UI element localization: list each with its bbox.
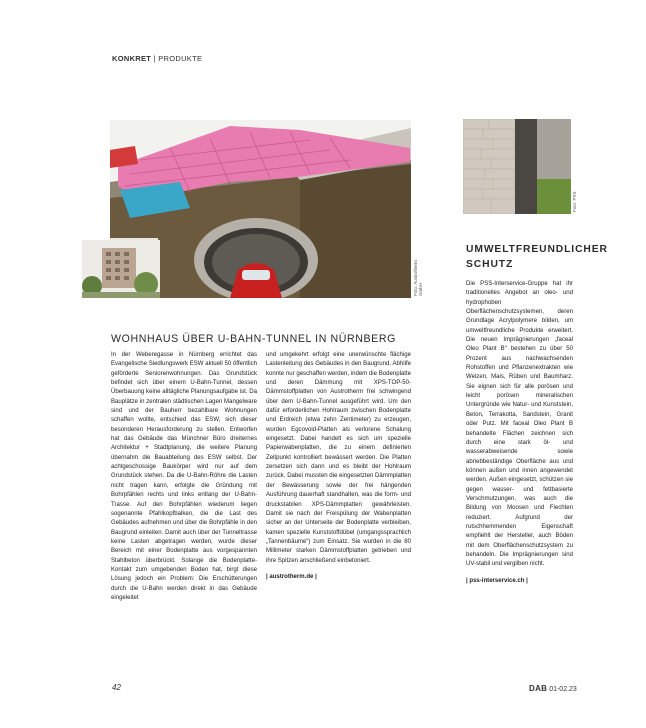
article-tunnel-text-2: und umgekehrt erfolgt eine unerwünschte flächige Lastenleitung des Gebäudes in den Baugrund. Abhilfe konnte nur geschaffen werden, indem die Bodenplatte und deren Dämmung mit XPS-TOP-50-Dämmstoffplatten von Austrotherm frei schwingend über dem U-Bahn-Tunnel ausgeführt wird. Um den dafür erforderlichen Hohlraum zwischen Bodenplatte und Erdreich (etwa zehn Zentimeter) zu erzeugen, wurden Egcovoid-Platten als verlorene Schalung eingesetzt. Dabei handelt es sich um spezielle Papierwabenplatten, die zu einem definierten Zeitpunkt kontrolliert bewässert werden. Die Platten zersetzen sich dann und es bleibt der Hohlraum zurück. Dabei mussten die eingesetzten Dämmplatten der Bewässerung sowie der frei hängenden Ausführung dauerhaft standhalten, was die form- und druckstabilen XPS-Dämmplatten gewährleisten. Damit sie nach der Freispülung der Wabenplatten sicher an der Unterseite der Bodenplatte verbleiben, kamen spezielle Kunststoffdübel (umgangssprachlich „Tannenbäume“) zum Einsatz. Sie wurden in die 80 Millimeter starken Dämmstoffplatten getrieben und ihre Spitzen anschließend einbetoniert. xyxy=(266,352,411,564)
article-tunnel-text-1: In der Weberegasse in Nürnberg errichtet das Evangelische Siedlungswerk ESW aktuell 50 öffentlich geförderte Seniorenwohnungen. Das Grundstück befindet sich über einem U-Bahn-Tunnel, dessen Überbauung keine alltägliche Planungsaufgabe ist. Da Bauplätze in zentralen städtischen Lagen Mangelware sind und der Bauherr bezahlbare Wohnungen schaffen wollte, entschied das ESW, sich dieser besonderen Herausforderung zu stellen. Entworfen hat das Gebäude das Münchner Büro dreiternes Architektur + Stadtplanung, die weitere Planung übernahm die Bauabteilung des ESW selbst. Der achtgeschossige Baukörper wird nur auf dem Grundstück stehen. Da die U-Bahn-Röhre die Lasten nicht tragen kann, erfolgte die Gründung mit Bohrpfählen rechts und links entlang der U-Bahn-Trasse. Auf den Bohrpfählen wiederum liegen sogenannte Pfahlkopfbalken, die die Last des Gebäudes aufnehmen und über die Bohrpfähle in den Baugrund einleiten. Damit auch über der Tunneltrasse keine Lasten abgetragen werden, wurde dieser Bereich mit einer Bodenplatte aus vorgespannten Stahlbeton überbrückt. Solange die Bodenplatte-Kontakt zum umgebenden Boden hat, birgt diese Lösung jedoch ein Problem: Die Erschütterungen durch die U-Bahn werden direkt in das Gebäude eingeleitet xyxy=(111,352,257,601)
article-tunnel-column-2 xyxy=(266,351,411,582)
magazine-issue xyxy=(529,684,577,693)
article-protection-source-link[interactable]: | pss-interservice.ch | xyxy=(466,577,528,584)
stone-wall-photo xyxy=(463,119,571,214)
rubric-separator: | xyxy=(153,54,156,63)
article-tunnel-column-1 xyxy=(111,351,257,603)
inset-building-photo xyxy=(82,240,160,298)
page-number: 42 xyxy=(112,683,121,692)
article-tunnel-source-link[interactable]: | austrotherm.de | xyxy=(266,573,317,580)
article-headline-protection: UMWELTFREUNDLICHER SCHUTZ xyxy=(466,244,608,270)
article-protection-text: Die PSS-Interservice-Gruppe hat ihr traditionelles Angebot an oleo- und hydrophoben Oberflächenschutzsystemen, deren Grundlage Acrylpolymere bilden, um umweltfreundliche Produkte erweitert. Die neuen Imprägnierungen „faceal Oleo Plant B“ bestehen zu über 50 Prozent aus nachwachsenden Rohstoffen und Pflanzenextrakten wie Weizen, Mais, Rüben und Baumharz. Sie eignen sich für alle porösen und leicht porösen mineralischen Untergründe wie Natur- und Kunststein, Beton, Terrakotta, Sandstein, Granit oder Putz. Mit faceal Oleo Plant B behandelte Flächen zeichnen sich durch eine stark öl- und wasserabweisende sowie abriebbeständige Oberfläche aus und können außen und innen angewendet werden. Außen eingesetzt, schützen sie gegen wasser- und fettbasierte Verschmutzungen, was auch die Bildung von Moosen und Flechten reduziert. Aufgrund der rutschhemmenden Eigenschaft empfiehlt der Hersteller, auch Böden mit dem Oberflächenschutzsystem zu behandeln. Die Imprägnierungen sind UV-stabil und vergilben nicht. xyxy=(466,281,573,568)
rubric-category: PRODUKTE xyxy=(158,54,203,63)
issue-number: 01-02.23 xyxy=(549,686,577,693)
main-photo-credit: Foto: Austrotherm GmbH xyxy=(413,260,423,296)
magazine-name: DAB xyxy=(529,684,548,693)
rubric-section: KONKRET xyxy=(112,54,152,63)
right-photo-credit: Foto: PSS xyxy=(572,191,577,212)
article-protection-column xyxy=(466,280,573,586)
section-rubric xyxy=(112,54,202,63)
building-icon xyxy=(82,240,160,298)
article-headline-tunnel: WOHNHAUS ÜBER U-BAHN-TUNNEL IN NÜRNBERG xyxy=(111,333,396,345)
